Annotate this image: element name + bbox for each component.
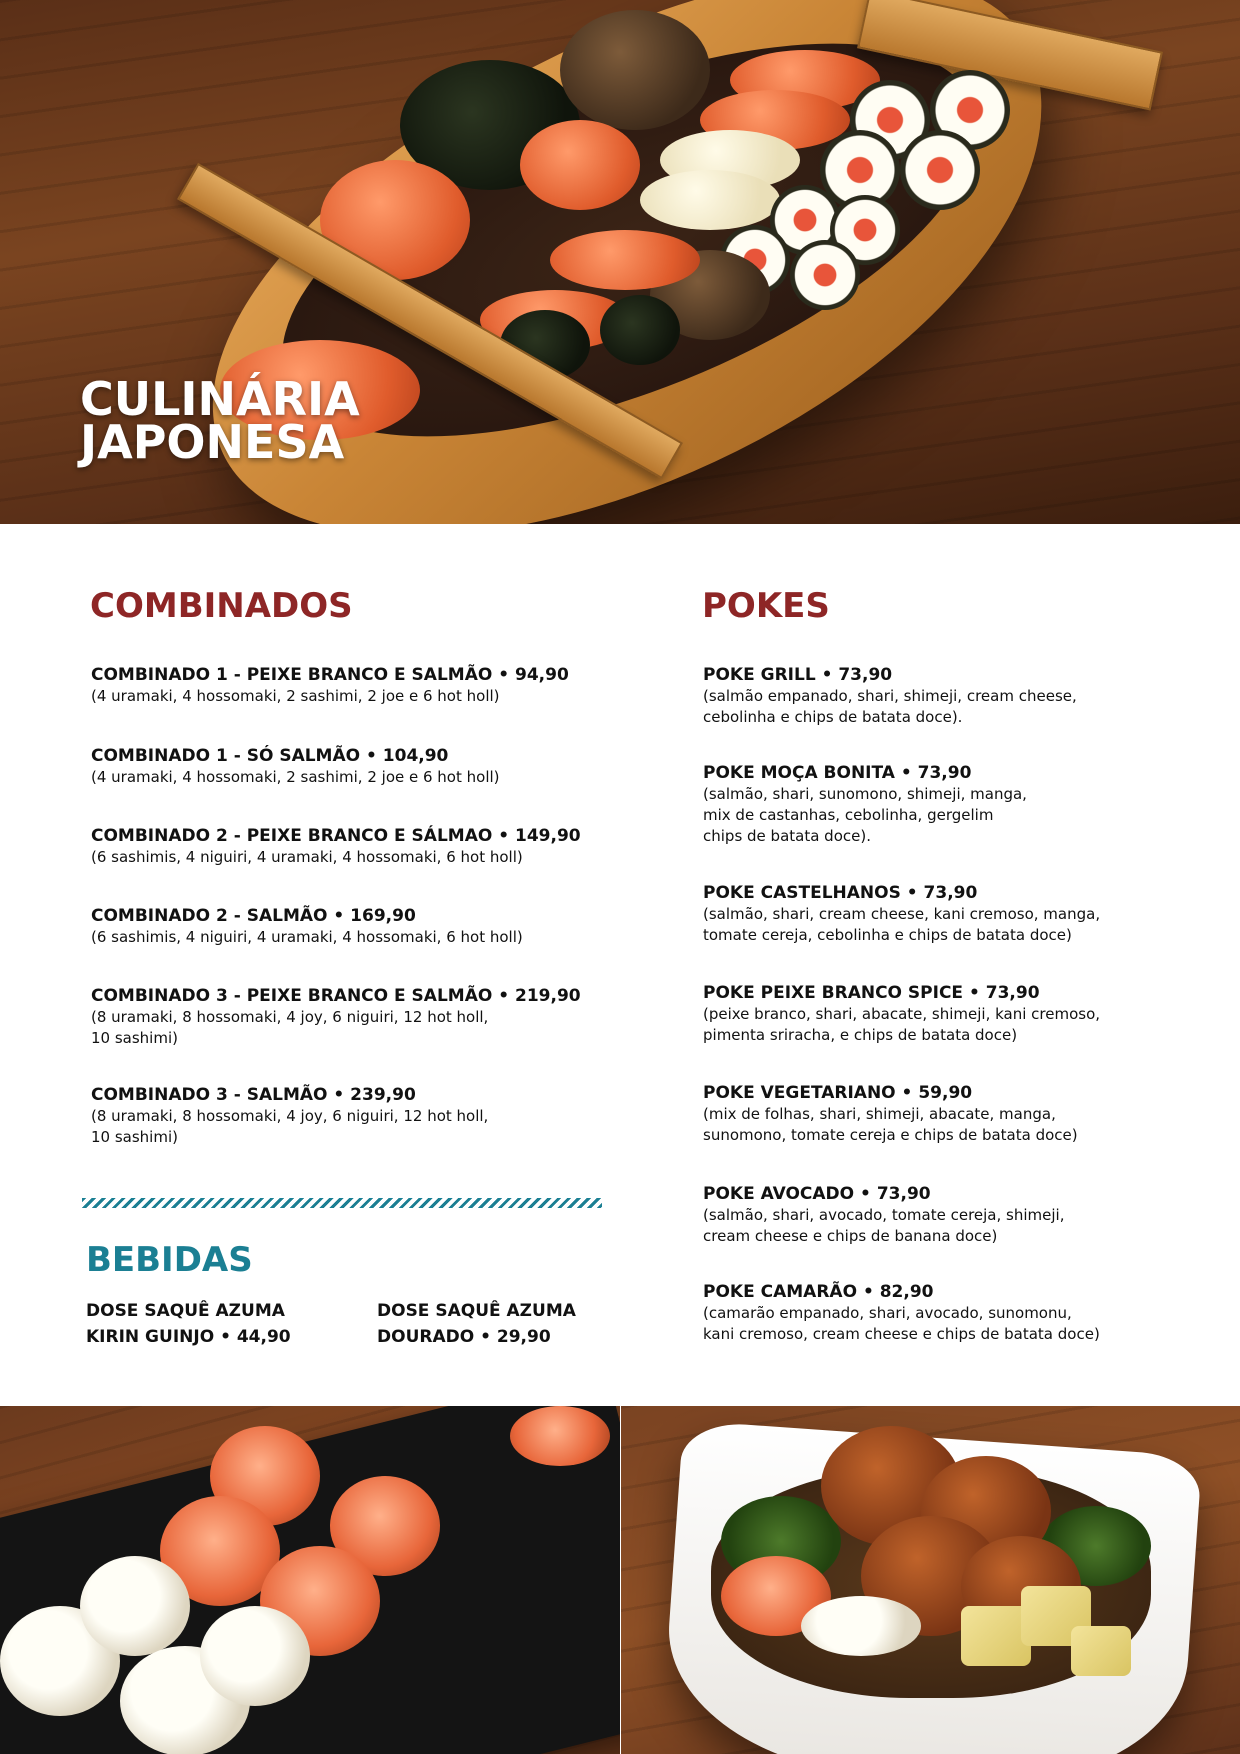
photo-sushi-platter: [0, 1406, 620, 1754]
sushi-piece: [550, 230, 700, 290]
menu-item-description: (salmão, shari, cream cheese, kani cremoso, manga, tomate cereja, cebolinha e chips de batata doce): [703, 905, 1101, 944]
poke-ingredient: [1071, 1626, 1131, 1676]
menu-item-description: (4 uramaki, 4 hossomaki, 2 sashimi, 2 joe e 6 hot holl): [91, 768, 500, 786]
hero-photo-sushi-boat: [0, 0, 1240, 524]
menu-item-title: POKE MOÇA BONITA • 73,90: [703, 763, 972, 783]
menu-item-title: POKE CAMARÃO • 82,90: [703, 1282, 934, 1302]
menu-item-description: (8 uramaki, 8 hossomaki, 4 joy, 6 niguiri, 12 hot holl, 10 sashimi): [91, 1008, 489, 1047]
menu-item-title: COMBINADO 1 - SÓ SALMÃO • 104,90: [91, 746, 449, 766]
menu-item-description: (mix de folhas, shari, shimeji, abacate, manga, sunomono, tomate cereja e chips de batata doce): [703, 1105, 1078, 1144]
menu-item-combinado: [91, 825, 631, 868]
menu-item-title: POKE AVOCADO • 73,90: [703, 1184, 931, 1204]
menu-item-description: (salmão empanado, shari, shimeji, cream cheese, cebolinha e chips de batata doce).: [703, 687, 1077, 726]
menu-item-poke: [703, 762, 1173, 847]
drink-name: DOSE SAQUÊ AZUMA: [86, 1301, 285, 1321]
menu-item-combinado: [91, 1084, 631, 1148]
menu-item-combinado: [91, 905, 631, 948]
menu-item-title: POKE CASTELHANOS • 73,90: [703, 883, 978, 903]
menu-item-title: POKE GRILL • 73,90: [703, 665, 893, 685]
page-title-line2: JAPONESA: [80, 415, 345, 469]
drink-name-price: KIRIN GUINJO • 44,90: [86, 1327, 291, 1347]
menu-item-title: COMBINADO 3 - PEIXE BRANCO E SALMÃO • 219,90: [91, 986, 581, 1006]
poke-ingredient: [801, 1596, 921, 1656]
sushi-piece: [510, 1406, 610, 1466]
menu-item-description: (6 sashimis, 4 niguiri, 4 uramaki, 4 hossomaki, 6 hot holl): [91, 848, 523, 866]
menu-item-poke: [703, 882, 1173, 946]
sushi-piece: [390, 1556, 490, 1646]
menu-item-title: COMBINADO 1 - PEIXE BRANCO E SALMÃO • 94,90: [91, 665, 569, 685]
menu-item-poke: [703, 1082, 1173, 1146]
drink-name: DOSE SAQUÊ AZUMA: [377, 1301, 576, 1321]
sushi-piece: [80, 1556, 190, 1656]
menu-item-title: POKE VEGETARIANO • 59,90: [703, 1083, 973, 1103]
sushi-piece: [640, 170, 780, 230]
menu-item-description: (4 uramaki, 4 hossomaki, 2 sashimi, 2 joe e 6 hot holl): [91, 687, 500, 705]
drink-name-price: DOURADO • 29,90: [377, 1327, 551, 1347]
section-divider: [82, 1198, 602, 1208]
sushi-piece: [600, 295, 680, 365]
menu-item-poke: [703, 664, 1173, 728]
section-heading-combinados: COMBINADOS: [90, 586, 353, 626]
menu-item-combinado: [91, 745, 631, 788]
menu-item-title: COMBINADO 2 - PEIXE BRANCO E SÁLMAO • 149,90: [91, 826, 581, 846]
section-heading-bebidas: BEBIDAS: [86, 1240, 253, 1280]
page-title-line1: CULINÁRIA: [80, 372, 360, 426]
menu-item-description: (salmão, shari, avocado, tomate cereja, shimeji, cream cheese e chips de banana doce): [703, 1206, 1065, 1245]
sushi-piece: [790, 240, 860, 310]
drink-item: [377, 1298, 657, 1350]
menu-item-title: POKE PEIXE BRANCO SPICE • 73,90: [703, 983, 1040, 1003]
menu-item-description: (8 uramaki, 8 hossomaki, 4 joy, 6 niguiri, 12 hot holl, 10 sashimi): [91, 1107, 489, 1146]
menu-item-poke: [703, 1281, 1173, 1345]
sushi-piece: [560, 10, 710, 130]
sushi-piece: [520, 120, 640, 210]
section-heading-pokes: POKES: [702, 586, 830, 626]
menu-item-description: (camarão empanado, shari, avocado, sunomonu, kani cremoso, cream cheese e chips de batata doce): [703, 1304, 1100, 1343]
menu-item-combinado: [91, 985, 631, 1049]
menu-item-description: (6 sashimis, 4 niguiri, 4 uramaki, 4 hossomaki, 6 hot holl): [91, 928, 523, 946]
menu-item-poke: [703, 982, 1173, 1046]
page-title: [80, 372, 360, 469]
menu-item-poke: [703, 1183, 1173, 1247]
sushi-piece: [200, 1606, 310, 1706]
drink-item: [86, 1298, 366, 1350]
sushi-piece: [900, 130, 980, 210]
menu-item-title: COMBINADO 2 - SALMÃO • 169,90: [91, 906, 416, 926]
menu-item-description: (salmão, shari, sunomono, shimeji, manga, mix de castanhas, cebolinha, gergelim chips de batata doce).: [703, 785, 1027, 845]
photo-poke-bowl: [621, 1406, 1240, 1754]
menu-item-title: COMBINADO 3 - SALMÃO • 239,90: [91, 1085, 416, 1105]
menu-item-combinado: [91, 664, 631, 707]
menu-item-description: (peixe branco, shari, abacate, shimeji, kani cremoso, pimenta sriracha, e chips de batata doce): [703, 1005, 1101, 1044]
